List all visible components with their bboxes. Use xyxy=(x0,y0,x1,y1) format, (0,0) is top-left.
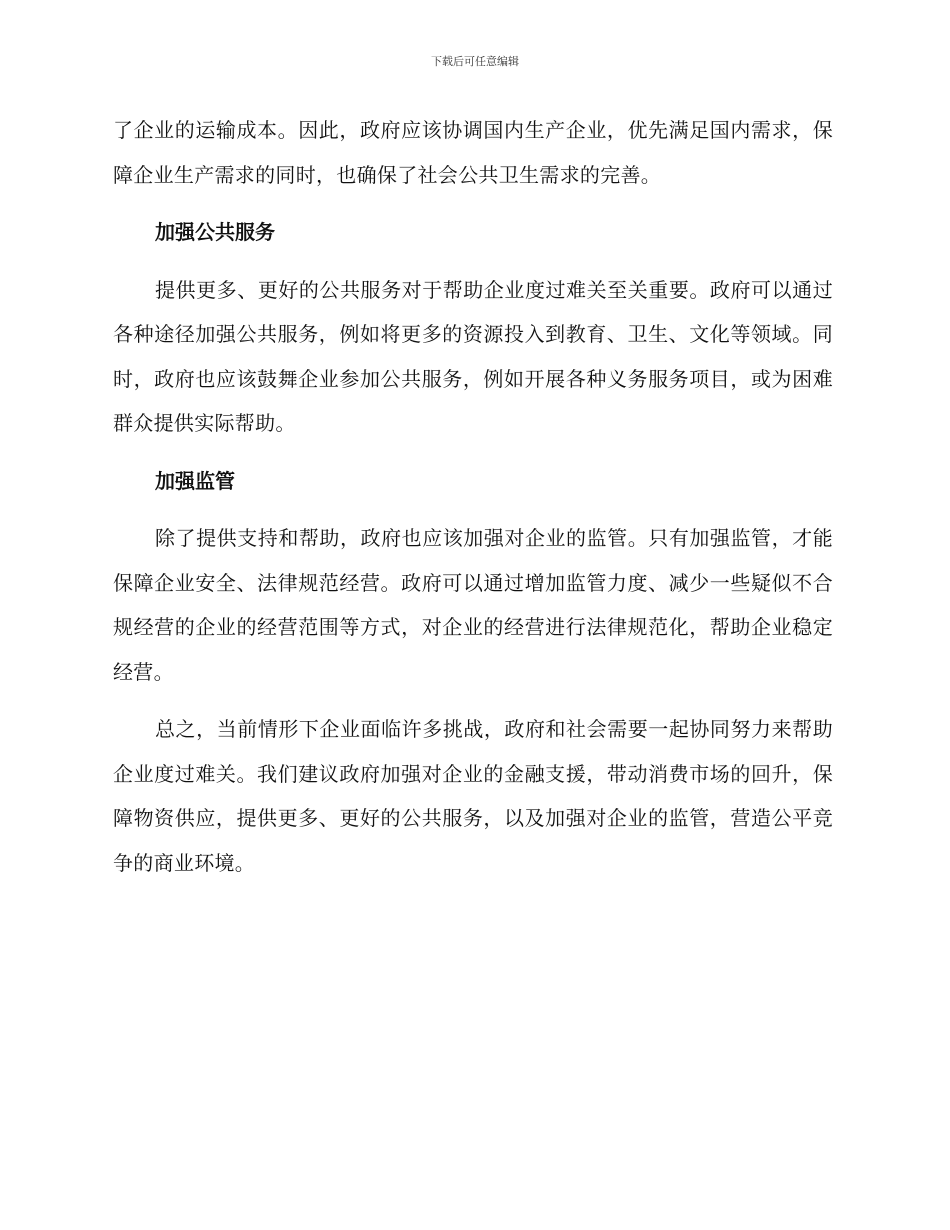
page-header: 下载后可任意编辑 xyxy=(431,55,519,68)
paragraph-conclusion: 总之，当前情形下企业面临许多挑战，政府和社会需要一起协同努力来帮助企业度过难关。我们建议政府加强对企业的金融支援，带动消费市场的回升，保障物资供应，提供更多、更好的公共服务，以及加强对企业的监管，营造公平竞争的商业环境。 xyxy=(113,717,833,875)
section-heading-public-service: 加强公共服务 xyxy=(155,220,275,244)
paragraph-continuation: 了企业的运输成本。因此，政府应该协调国内生产企业，优先满足国内需求，保障企业生产需求的同时，也确保了社会公共卫生需求的完善。 xyxy=(113,118,833,187)
document-body xyxy=(113,108,833,885)
spacer xyxy=(113,446,833,459)
paragraph-supervision: 除了提供支持和帮助，政府也应该加强对企业的监管。只有加强监管，才能保障企业安全、法律规范经营。政府可以通过增加监管力度、减少一些疑似不合规经营的企业的经营范围等方式，对企业的经营进行法律规范化，帮助企业稳定经营。 xyxy=(113,526,833,684)
spacer xyxy=(113,503,833,516)
spacer xyxy=(113,197,833,210)
spacer xyxy=(113,255,833,268)
section-heading-supervision: 加强监管 xyxy=(155,468,235,493)
spacer xyxy=(113,694,833,707)
paragraph-public-service: 提供更多、更好的公共服务对于帮助企业度过难关至关重要。政府可以通过各种途径加强公共服务，例如将更多的资源投入到教育、卫生、文化等领域。同时，政府也应该鼓舞企业参加公共服务，例如开展各种义务服务项目，或为困难群众提供实际帮助。 xyxy=(113,277,833,435)
